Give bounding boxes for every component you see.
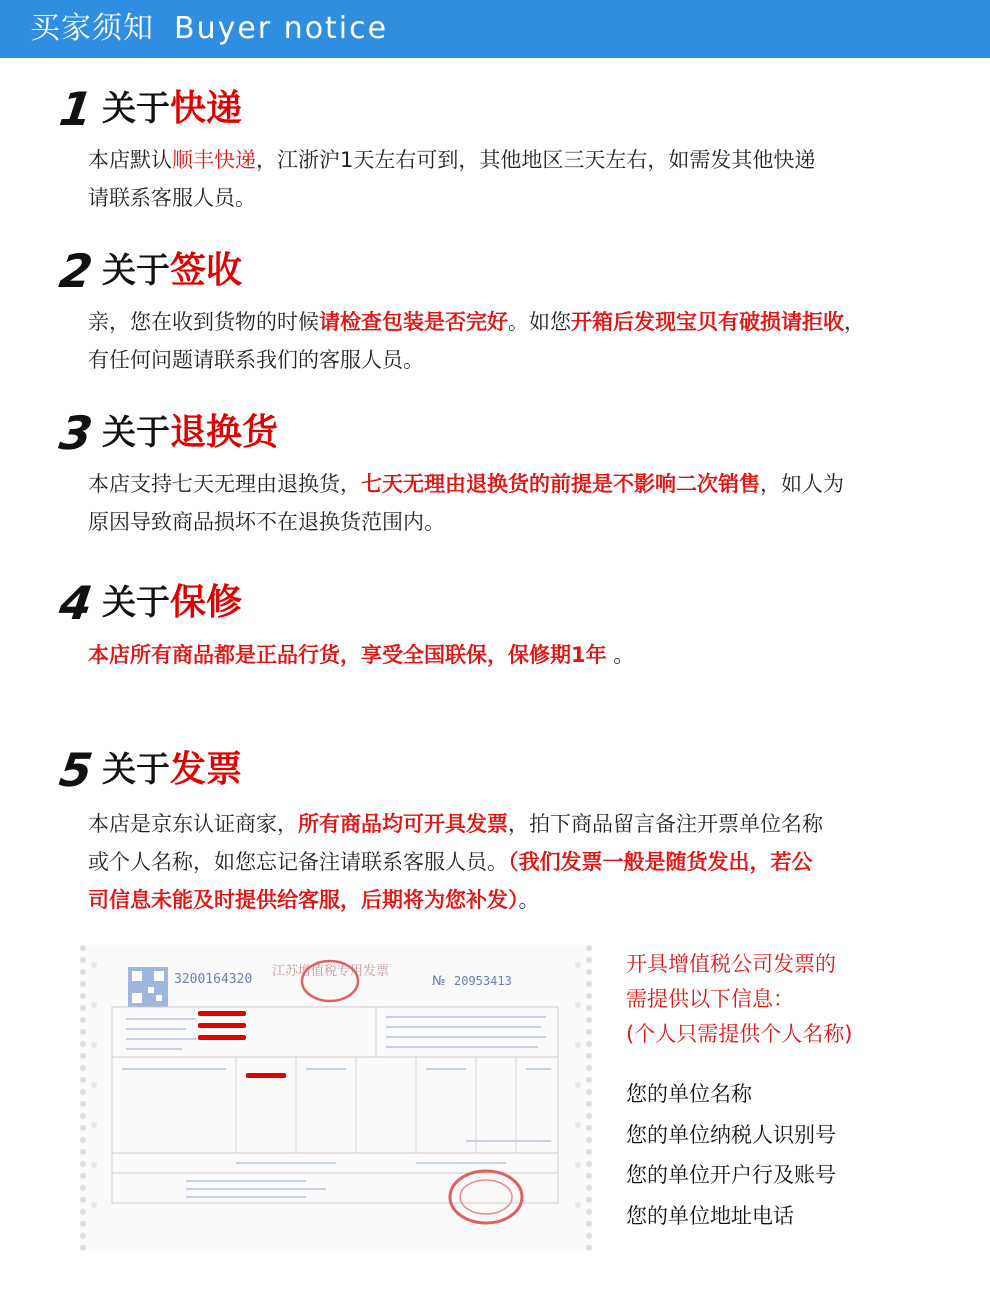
text-line	[88, 141, 815, 179]
text-line	[88, 503, 844, 541]
seal-stamp-icon	[450, 1171, 522, 1223]
highlighted-text: 所有商品均可开具发票	[298, 812, 508, 836]
section-about: 关于	[102, 413, 170, 453]
invoice-requirement-item: 您的单位开户行及账号	[626, 1163, 836, 1187]
section-number: 3	[56, 406, 96, 460]
section-text-returns	[88, 465, 844, 541]
text-line	[88, 179, 815, 217]
section-number: 5	[56, 743, 96, 797]
invoice-code: 3200164320	[174, 972, 253, 987]
highlighted-text: 本店所有商品都是正品行货，享受全国联保，保修期1年	[88, 643, 607, 667]
section-about: 关于	[102, 251, 170, 291]
section-topic: 快递	[170, 88, 243, 129]
text-line	[88, 805, 823, 843]
redaction-marks-icon	[198, 1011, 286, 1078]
qr-code-icon	[128, 967, 168, 1007]
section-text-express	[88, 141, 815, 217]
text-line	[88, 465, 844, 503]
invoice-info-heading-3: (个人只需提供个人名称)	[626, 1022, 853, 1046]
text-segment: 亲，您在收到货物的时候	[88, 310, 319, 334]
section-number: 1	[56, 82, 96, 136]
highlighted-text: 司信息未能及时提供给客服，后期将为您补发）	[88, 888, 519, 912]
section-heading-signoff	[56, 244, 243, 298]
text-segment: ，	[844, 310, 865, 334]
invoice-title: 江苏增值税专用发票	[272, 964, 390, 979]
section-text-signoff	[88, 303, 865, 379]
invoice-info-heading-1: 开具增值税公司发票的	[626, 952, 836, 976]
section-heading-warranty	[56, 576, 243, 630]
highlighted-text: 开箱后发现宝贝有破损请拒收	[571, 310, 844, 334]
invoice-info-heading-2: 需提供以下信息：	[626, 987, 794, 1011]
highlighted-text: 请检查包装是否完好	[319, 310, 508, 334]
invoice-requirement-item: 您的单位地址电话	[626, 1204, 794, 1228]
section-topic: 发票	[170, 749, 243, 790]
section-heading-invoice	[56, 743, 243, 797]
text-segment: 本店支持七天无理由退换货，	[88, 472, 361, 496]
text-line	[88, 341, 865, 379]
section-topic: 保修	[170, 582, 243, 623]
section-text-warranty	[88, 636, 634, 674]
invoice-sample-image	[80, 945, 592, 1251]
text-line	[88, 636, 634, 674]
section-about: 关于	[102, 583, 170, 623]
header-banner	[0, 0, 990, 58]
text-segment: ，江浙沪1天左右可到，其他地区三天左右，如需发其他快递	[256, 148, 816, 172]
invoice-serial: 20953413	[454, 974, 512, 988]
text-segment: 本店默认	[88, 148, 172, 172]
text-segment: 。	[518, 888, 540, 912]
section-number: 4	[56, 576, 96, 630]
text-segment: 。如您	[508, 310, 571, 334]
text-line	[88, 303, 865, 341]
text-segment: 或个人名称，如您忘记备注请联系客服人员。	[88, 850, 508, 874]
invoice-no-label: №	[432, 974, 446, 989]
banner-title	[30, 10, 388, 48]
highlighted-text: 顺丰快递	[172, 148, 256, 172]
invoice-illustration	[86, 945, 586, 1251]
invoice-requirement-item: 您的单位名称	[626, 1082, 752, 1106]
highlighted-text: （我们发票一般是随货发出，若公	[508, 850, 813, 874]
section-about: 关于	[102, 750, 170, 790]
text-segment: 。	[606, 643, 635, 667]
section-about: 关于	[102, 89, 170, 129]
text-segment: 本店是京东认证商家，	[88, 812, 298, 836]
text-line	[88, 881, 823, 919]
text-segment: 请联系客服人员。	[88, 186, 256, 210]
text-segment: ，如人为	[760, 472, 844, 496]
section-topic: 签收	[170, 250, 243, 291]
banner-title-cn: 买家须知	[30, 11, 154, 46]
section-text-invoice	[88, 805, 823, 919]
section-topic: 退换货	[170, 412, 279, 453]
banner-title-en: Buyer notice	[174, 11, 389, 46]
text-segment: 原因导致商品损坏不在退换货范围内。	[88, 510, 445, 534]
section-heading-express	[56, 82, 243, 136]
invoice-requirement-item: 您的单位纳税人识别号	[626, 1123, 836, 1147]
text-line	[88, 843, 823, 881]
highlighted-text: 七天无理由退换货的前提是不影响二次销售	[361, 472, 760, 496]
text-segment: ，拍下商品留言备注开票单位名称	[508, 812, 823, 836]
text-segment: 有任何问题请联系我们的客服人员。	[88, 348, 424, 372]
section-heading-returns	[56, 406, 279, 460]
section-number: 2	[56, 244, 96, 298]
